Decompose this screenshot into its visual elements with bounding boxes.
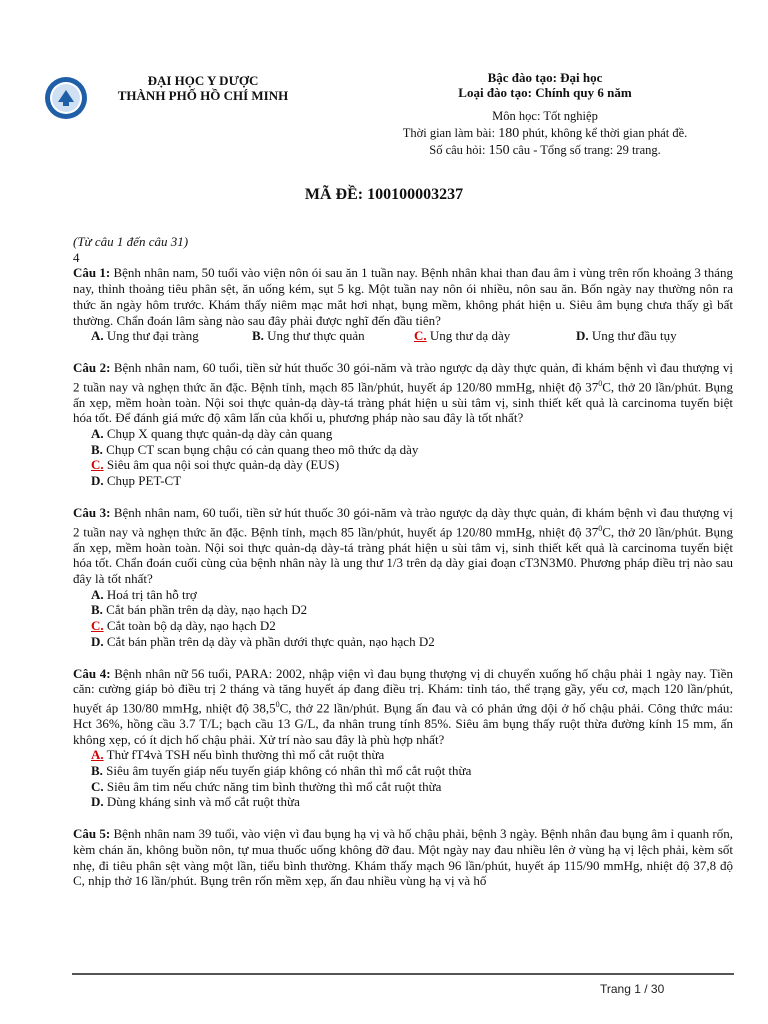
- option-letter: A.: [91, 586, 104, 602]
- option-letter: A.: [91, 328, 104, 344]
- option-a[interactable]: [91, 426, 733, 442]
- degree-sup: 0: [598, 378, 603, 388]
- time-prefix: Thời gian làm bài:: [402, 126, 499, 140]
- time-value: 180: [498, 126, 520, 141]
- question-text: Bệnh nhân nam, 50 tuổi vào viện nôn ói sau ăn 1 tuần nay. Bệnh nhân khai than đau âm ỉ vùng trên rốn khoảng 3 tháng nay, thỉnh thoảng tiêu phân sệt, ăn uống kém, sụt 5 kg. Một tuần nay nôn ói nhiều, nôn sau ăn. Bốn ngày nay thường nôn ra thức ăn ngày hôm trước. Khám thấy niêm mạc mắt hơi nhạt, bụng mềm, không phát hiện u. Siêu âm bụng chưa thấy gì bất thường. Chẩn đoán lâm sàng nào sau đây phải được nghĩ đến đầu tiên?: [73, 265, 733, 328]
- option-letter: D.: [91, 633, 104, 649]
- exam-code: MÃ ĐỀ: 100100003237: [304, 186, 464, 203]
- option-letter: C.: [414, 328, 427, 344]
- option-d[interactable]: [576, 328, 677, 344]
- count-prefix: Số câu hỏi:: [429, 143, 489, 157]
- option-a-correct[interactable]: [91, 747, 733, 763]
- question-text-cont: C, thở 20 lần/phút. Bụng ấn xẹp, mềm hoàn toàn. Nội soi thực quản-dạ dày-tá tràng phát hiện u sùi tâm vị, sinh thiết kết quả là carcinoma tuyến biệt hóa tốt. Chẩn đoán cuối cùng của bệnh nhân này là ung thư 1/3 trên dạ dày giai đoạn cT3N3M0. Phương pháp điều trị nào sau đây là tốt nhất?: [73, 523, 733, 587]
- question-text: Bệnh nhân nữ 56 tuổi, PARA: 2002, nhập viện vì đau bụng thượng vị di chuyển xuống hố chậu phải 1 ngày nay. Tiền căn: cường giáp bỏ điều trị 2 tháng và tăng huyết áp đang điều trị. Khám: tỉnh táo, thể trạng gầy, yếu cơ, mạch 120 lần/phút, huyết áp 130/80 mmHg, nhiệt độ 38,5: [73, 665, 733, 716]
- training-level: Bậc đào tạo: Đại học: [487, 70, 603, 85]
- option-letter: A.: [91, 426, 104, 442]
- degree-sup: 0: [275, 699, 280, 709]
- question-1-options: [91, 328, 733, 344]
- option-text: Thử fT4và TSH nếu bình thường thì mổ cắt ruột thừa: [103, 747, 385, 763]
- option-letter: B.: [91, 763, 103, 779]
- option-text: Ung thư đầu tụy: [588, 328, 677, 344]
- degree-sup: 0: [598, 523, 603, 533]
- option-letter: C.: [91, 778, 104, 794]
- option-letter: B.: [91, 602, 103, 618]
- option-letter: C.: [91, 618, 104, 634]
- training-type: Loại đào tạo: Chính quy 6 năm: [458, 85, 632, 100]
- count-value: 150: [488, 143, 510, 158]
- question-3: [73, 505, 733, 587]
- option-d[interactable]: [91, 634, 733, 650]
- footer-divider: [72, 973, 734, 975]
- option-text: Cắt bán phần trên dạ dày, nạo hạch D2: [102, 602, 308, 618]
- subject: Môn học: Tốt nghiệp: [492, 109, 598, 123]
- option-c-correct[interactable]: [91, 618, 733, 634]
- option-text: Siêu âm tim nếu chức năng tim bình thường thì mổ cắt ruột thừa: [103, 778, 442, 794]
- question-text: Bệnh nhân nam, 60 tuổi, tiền sử hút thuốc 30 gói-năm và trào ngược dạ dày thực quản, đi khám bệnh vì đau thượng vị 2 tuần nay và nghẹn thức ăn đặc. Bệnh tỉnh, mạch 85 lần/phút, huyết áp 120/80 mmHg, nhiệt độ 37: [73, 504, 733, 539]
- option-d[interactable]: [91, 473, 733, 489]
- option-letter: B.: [252, 328, 264, 344]
- question-5: [73, 826, 733, 889]
- university-line-2: THÀNH PHỐ HỒ CHÍ MINH: [117, 88, 289, 103]
- option-c-correct[interactable]: [91, 457, 733, 473]
- university-name: [108, 73, 298, 103]
- option-b[interactable]: [91, 602, 733, 618]
- option-b[interactable]: [91, 442, 733, 458]
- option-text: Dùng kháng sinh và mổ cắt ruột thừa: [103, 794, 300, 810]
- page-number: Trang 1 / 30: [600, 982, 665, 996]
- option-text: Ung thư đại tràng: [103, 328, 199, 344]
- question-label: Câu 2:: [73, 359, 111, 375]
- exam-info: [330, 70, 760, 159]
- option-text: Siêu âm qua nội soi thực quản-dạ dày (EUS): [103, 457, 340, 473]
- option-text: Siêu âm tuyến giáp nếu tuyến giáp không có nhân thì mổ cắt ruột thừa: [102, 763, 472, 779]
- question-text: Bệnh nhân nam, 60 tuổi, tiền sử hút thuốc 30 gói-năm và trào ngược dạ dày thực quản, đi khám bệnh vì đau thượng vị 2 tuần nay và nghẹn thức ăn đặc. Bệnh tỉnh, mạch 85 lần/phút, huyết áp 120/80 mmHg, nhiệt độ 37: [73, 359, 733, 394]
- exam-content: [73, 234, 733, 889]
- question-text-cont: C, thở 20 lần/phút. Bụng ấn xẹp, mềm hoàn toàn. Nội soi thực quản-dạ dày-tá tràng phát hiện u sùi tâm vị, sinh thiết kết quả là carcinoma tuyến biệt hóa tốt. Để đánh giá mức độ xâm lấn của khối u, phương pháp nào sau đây là tốt nhất?: [73, 378, 733, 426]
- option-letter: A.: [91, 747, 104, 763]
- question-4: [73, 666, 733, 748]
- option-c-correct[interactable]: [414, 328, 576, 344]
- university-seal-icon: [44, 76, 88, 120]
- question-count: [330, 142, 760, 159]
- question-label: Câu 5:: [73, 826, 111, 842]
- option-text: Ung thư dạ dày: [426, 328, 511, 344]
- option-letter: C.: [91, 457, 104, 473]
- university-line-1: ĐẠI HỌC Y DƯỢC: [147, 73, 259, 88]
- question-label: Câu 4:: [73, 665, 111, 681]
- question-1: [73, 265, 733, 328]
- question-label: Câu 3:: [73, 504, 111, 520]
- option-text: Ung thư thực quản: [263, 328, 365, 344]
- option-c[interactable]: [91, 779, 733, 795]
- option-letter: B.: [91, 441, 103, 457]
- time-limit: [330, 125, 760, 142]
- option-letter: D.: [576, 328, 589, 344]
- option-letter: D.: [91, 794, 104, 810]
- option-d[interactable]: [91, 794, 733, 810]
- option-text: Chụp CT scan bụng chậu có cản quang theo mô thức dạ dày: [102, 441, 419, 457]
- question-label: Câu 1:: [73, 265, 111, 281]
- option-b[interactable]: [91, 763, 733, 779]
- option-a[interactable]: [91, 587, 733, 603]
- option-text: Cắt toàn bộ dạ dày, nạo hạch D2: [103, 618, 276, 634]
- question-2: [73, 360, 733, 426]
- option-b[interactable]: [252, 328, 414, 344]
- option-a[interactable]: [91, 328, 252, 344]
- count-suffix: câu - Tổng số trang: 29 trang.: [509, 143, 661, 157]
- option-text: Hoá trị tân hỗ trợ: [103, 586, 197, 602]
- question-text: Bệnh nhân nam 39 tuổi, vào viện vì đau bụng hạ vị và hố chậu phải, bệnh 3 ngày. Bệnh nhân đau bụng âm ỉ quanh rốn, kèm chán ăn, không buồn nôn, tự mua thuốc uống không đỡ đau. Một ngày nay đau nhiều lên ở vùng hạ vị lệch phải, kèm sốt nhẹ, đi tiêu phân sệt vàng một lần, tiểu bình thường. Khám thấy mạch 96 lần/phút, huyết áp 115/90 mmHg, nhiệt độ 37,8 độ C, nhịp thở 16 lần/phút. Bụng trên rốn mềm xẹp, ấn đau nhiều vùng hạ vị và hố: [73, 826, 733, 889]
- section-note: (Từ câu 1 đến câu 31): [73, 234, 189, 249]
- university-logo: [44, 76, 88, 120]
- option-text: Chụp X quang thực quản-dạ dày cản quang: [103, 426, 333, 442]
- option-text: Chụp PET-CT: [103, 473, 182, 489]
- stray-number: 4: [73, 249, 80, 265]
- time-suffix: phút, không kể thời gian phát đề.: [519, 126, 688, 140]
- option-letter: D.: [91, 473, 104, 489]
- option-text: Cắt bán phần trên dạ dày và phần dưới thực quản, nạo hạch D2: [103, 633, 435, 649]
- question-text-cont: C, thở 22 lần/phút. Bụng ấn đau và có phản ứng dội ở hố chậu phải. Công thức máu: Hct 36%, hồng cầu 3.7 T/L; bạch cầu 13 G/L, đa nhân trung tính 85%. Siêu âm bụng thấy ruột thừa đường kính 15 mm, ấn không xẹp, có ít dịch hố chậu phải. Xử trí nào sau đây là phù hợp nhất?: [73, 700, 733, 747]
